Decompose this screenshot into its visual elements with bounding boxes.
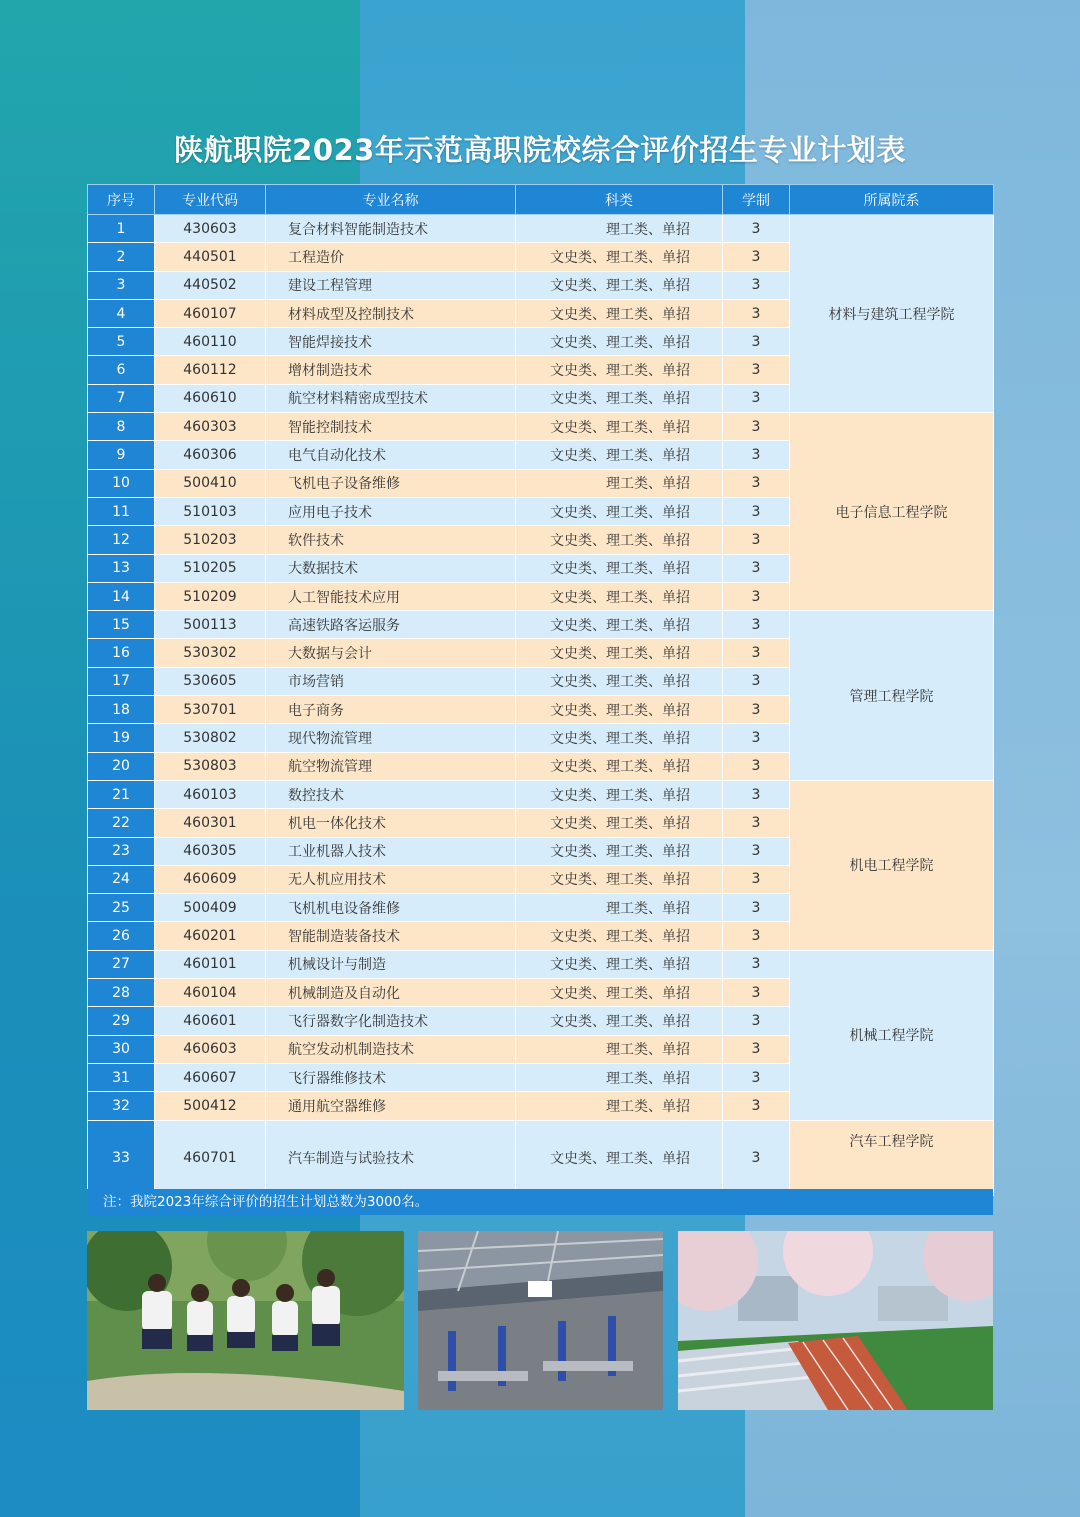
row-years: 3 (723, 979, 790, 1007)
row-category: 文史类、理工类、单招 (516, 243, 723, 271)
table-row (88, 1120, 994, 1195)
row-years: 3 (723, 950, 790, 978)
row-major-name: 数控技术 (266, 780, 516, 808)
row-major-name: 航空发动机制造技术 (266, 1035, 516, 1063)
row-code: 460110 (155, 328, 266, 356)
table-row (88, 780, 994, 808)
row-seq: 3 (88, 271, 155, 299)
row-years: 3 (723, 1063, 790, 1091)
row-category: 文史类、理工类、单招 (516, 413, 723, 441)
row-code: 440501 (155, 243, 266, 271)
row-years: 3 (723, 809, 790, 837)
row-code: 460101 (155, 950, 266, 978)
footnote: 注：我院2023年综合评价的招生计划总数为3000名。 (87, 1189, 993, 1215)
row-years: 3 (723, 1092, 790, 1120)
row-seq: 32 (88, 1092, 155, 1120)
row-code: 430603 (155, 215, 266, 243)
row-major-name: 高速铁路客运服务 (266, 611, 516, 639)
row-code: 530302 (155, 639, 266, 667)
row-years: 3 (723, 865, 790, 893)
row-major-name: 智能控制技术 (266, 413, 516, 441)
row-code: 460610 (155, 384, 266, 412)
row-major-name: 智能焊接技术 (266, 328, 516, 356)
header-category: 科类 (516, 185, 723, 215)
row-major-name: 飞行器维修技术 (266, 1063, 516, 1091)
row-seq: 22 (88, 809, 155, 837)
row-seq: 9 (88, 441, 155, 469)
row-category: 理工类、单招 (516, 1063, 723, 1091)
header-years: 学制 (723, 185, 790, 215)
row-seq: 4 (88, 299, 155, 327)
table-row (88, 215, 994, 243)
enrollment-plan-table (87, 184, 994, 1196)
row-years: 3 (723, 894, 790, 922)
row-seq: 17 (88, 667, 155, 695)
row-category: 文史类、理工类、单招 (516, 922, 723, 950)
row-years: 3 (723, 497, 790, 525)
header-dept: 所属院系 (790, 185, 994, 215)
row-category: 文史类、理工类、单招 (516, 979, 723, 1007)
row-years: 3 (723, 413, 790, 441)
row-category: 文史类、理工类、单招 (516, 837, 723, 865)
table-row (88, 611, 994, 639)
row-major-name: 机电一体化技术 (266, 809, 516, 837)
row-years: 3 (723, 780, 790, 808)
row-category: 理工类、单招 (516, 1035, 723, 1063)
row-seq: 10 (88, 469, 155, 497)
row-category: 文史类、理工类、单招 (516, 526, 723, 554)
row-code: 460103 (155, 780, 266, 808)
row-major-name: 材料成型及控制技术 (266, 299, 516, 327)
row-seq: 14 (88, 582, 155, 610)
row-seq: 5 (88, 328, 155, 356)
row-major-name: 现代物流管理 (266, 724, 516, 752)
row-code: 460601 (155, 1007, 266, 1035)
row-category: 文史类、理工类、单招 (516, 667, 723, 695)
row-category: 文史类、理工类、单招 (516, 780, 723, 808)
row-category: 文史类、理工类、单招 (516, 384, 723, 412)
row-years: 3 (723, 441, 790, 469)
row-years: 3 (723, 837, 790, 865)
row-seq: 23 (88, 837, 155, 865)
row-code: 500113 (155, 611, 266, 639)
row-major-name: 电气自动化技术 (266, 441, 516, 469)
row-years: 3 (723, 243, 790, 271)
row-category: 文史类、理工类、单招 (516, 752, 723, 780)
row-code: 440502 (155, 271, 266, 299)
row-code: 460607 (155, 1063, 266, 1091)
row-major-name: 通用航空器维修 (266, 1092, 516, 1120)
row-seq: 33 (88, 1120, 155, 1195)
row-code: 460104 (155, 979, 266, 1007)
department-cell: 电子信息工程学院 (790, 413, 994, 611)
row-code: 460112 (155, 356, 266, 384)
row-seq: 13 (88, 554, 155, 582)
department-cell: 管理工程学院 (790, 611, 994, 781)
row-category: 文史类、理工类、单招 (516, 441, 723, 469)
department-cell: 材料与建筑工程学院 (790, 215, 994, 413)
row-major-name: 工程造价 (266, 243, 516, 271)
row-major-name: 建设工程管理 (266, 271, 516, 299)
row-category: 文史类、理工类、单招 (516, 497, 723, 525)
row-seq: 15 (88, 611, 155, 639)
row-code: 510205 (155, 554, 266, 582)
row-code: 460701 (155, 1120, 266, 1195)
row-category: 文史类、理工类、单招 (516, 328, 723, 356)
row-code: 510209 (155, 582, 266, 610)
row-category: 文史类、理工类、单招 (516, 639, 723, 667)
row-seq: 12 (88, 526, 155, 554)
row-code: 460305 (155, 837, 266, 865)
row-category: 理工类、单招 (516, 894, 723, 922)
row-seq: 19 (88, 724, 155, 752)
row-seq: 24 (88, 865, 155, 893)
row-major-name: 航空材料精密成型技术 (266, 384, 516, 412)
row-code: 510203 (155, 526, 266, 554)
row-major-name: 机械设计与制造 (266, 950, 516, 978)
row-years: 3 (723, 384, 790, 412)
row-category: 文史类、理工类、单招 (516, 271, 723, 299)
row-years: 3 (723, 1007, 790, 1035)
row-seq: 18 (88, 696, 155, 724)
row-years: 3 (723, 271, 790, 299)
row-seq: 7 (88, 384, 155, 412)
row-seq: 21 (88, 780, 155, 808)
row-code: 530803 (155, 752, 266, 780)
row-seq: 26 (88, 922, 155, 950)
row-major-name: 软件技术 (266, 526, 516, 554)
row-seq: 29 (88, 1007, 155, 1035)
row-category: 文史类、理工类、单招 (516, 299, 723, 327)
row-category: 文史类、理工类、单招 (516, 582, 723, 610)
row-category: 文史类、理工类、单招 (516, 611, 723, 639)
row-code: 460306 (155, 441, 266, 469)
row-major-name: 飞行器数字化制造技术 (266, 1007, 516, 1035)
row-category: 文史类、理工类、单招 (516, 865, 723, 893)
row-years: 3 (723, 356, 790, 384)
row-code: 460609 (155, 865, 266, 893)
row-code: 500410 (155, 469, 266, 497)
row-code: 460201 (155, 922, 266, 950)
row-seq: 1 (88, 215, 155, 243)
row-years: 3 (723, 696, 790, 724)
row-years: 3 (723, 667, 790, 695)
row-seq: 31 (88, 1063, 155, 1091)
row-seq: 28 (88, 979, 155, 1007)
row-code: 460603 (155, 1035, 266, 1063)
row-code: 530605 (155, 667, 266, 695)
row-code: 530701 (155, 696, 266, 724)
row-seq: 6 (88, 356, 155, 384)
students-jumping-photo (87, 1231, 404, 1410)
workshop-lifts-photo (418, 1231, 663, 1410)
row-major-name: 汽车制造与试验技术 (266, 1120, 516, 1195)
row-major-name: 电子商务 (266, 696, 516, 724)
header-name: 专业名称 (266, 185, 516, 215)
row-years: 3 (723, 582, 790, 610)
department-cell: 机械工程学院 (790, 950, 994, 1120)
department-cell: 机电工程学院 (790, 780, 994, 950)
row-seq: 2 (88, 243, 155, 271)
row-major-name: 人工智能技术应用 (266, 582, 516, 610)
row-major-name: 飞机机电设备维修 (266, 894, 516, 922)
row-years: 3 (723, 639, 790, 667)
row-seq: 20 (88, 752, 155, 780)
row-seq: 8 (88, 413, 155, 441)
row-code: 500412 (155, 1092, 266, 1120)
page-title: 陕航职院2023年示范高职院校综合评价招生专业计划表 (174, 133, 906, 167)
row-category: 文史类、理工类、单招 (516, 1007, 723, 1035)
row-seq: 25 (88, 894, 155, 922)
row-code: 460107 (155, 299, 266, 327)
row-category: 文史类、理工类、单招 (516, 724, 723, 752)
row-major-name: 市场营销 (266, 667, 516, 695)
row-category: 文史类、理工类、单招 (516, 1120, 723, 1195)
row-years: 3 (723, 215, 790, 243)
row-code: 530802 (155, 724, 266, 752)
row-major-name: 无人机应用技术 (266, 865, 516, 893)
row-seq: 30 (88, 1035, 155, 1063)
row-years: 3 (723, 469, 790, 497)
header-code: 专业代码 (155, 185, 266, 215)
row-years: 3 (723, 922, 790, 950)
table-row (88, 950, 994, 978)
row-major-name: 飞机电子设备维修 (266, 469, 516, 497)
table-header-row (88, 185, 994, 215)
row-major-name: 智能制造装备技术 (266, 922, 516, 950)
row-major-name: 复合材料智能制造技术 (266, 215, 516, 243)
row-category: 文史类、理工类、单招 (516, 696, 723, 724)
row-category: 文史类、理工类、单招 (516, 809, 723, 837)
row-major-name: 机械制造及自动化 (266, 979, 516, 1007)
department-cell: 汽车工程学院 (790, 1120, 994, 1195)
row-major-name: 增材制造技术 (266, 356, 516, 384)
row-major-name: 航空物流管理 (266, 752, 516, 780)
row-category: 文史类、理工类、单招 (516, 554, 723, 582)
row-major-name: 应用电子技术 (266, 497, 516, 525)
campus-track-photo (678, 1231, 993, 1410)
row-years: 3 (723, 1120, 790, 1195)
row-years: 3 (723, 752, 790, 780)
row-seq: 16 (88, 639, 155, 667)
table-row (88, 413, 994, 441)
header-seq: 序号 (88, 185, 155, 215)
row-major-name: 大数据技术 (266, 554, 516, 582)
row-years: 3 (723, 328, 790, 356)
row-category: 理工类、单招 (516, 1092, 723, 1120)
row-years: 3 (723, 611, 790, 639)
row-code: 510103 (155, 497, 266, 525)
row-code: 460303 (155, 413, 266, 441)
row-code: 500409 (155, 894, 266, 922)
row-years: 3 (723, 1035, 790, 1063)
row-category: 理工类、单招 (516, 469, 723, 497)
row-years: 3 (723, 299, 790, 327)
row-years: 3 (723, 554, 790, 582)
row-seq: 27 (88, 950, 155, 978)
row-major-name: 工业机器人技术 (266, 837, 516, 865)
row-major-name: 大数据与会计 (266, 639, 516, 667)
row-seq: 11 (88, 497, 155, 525)
row-code: 460301 (155, 809, 266, 837)
row-category: 文史类、理工类、单招 (516, 356, 723, 384)
row-category: 理工类、单招 (516, 215, 723, 243)
row-years: 3 (723, 724, 790, 752)
row-years: 3 (723, 526, 790, 554)
row-category: 文史类、理工类、单招 (516, 950, 723, 978)
